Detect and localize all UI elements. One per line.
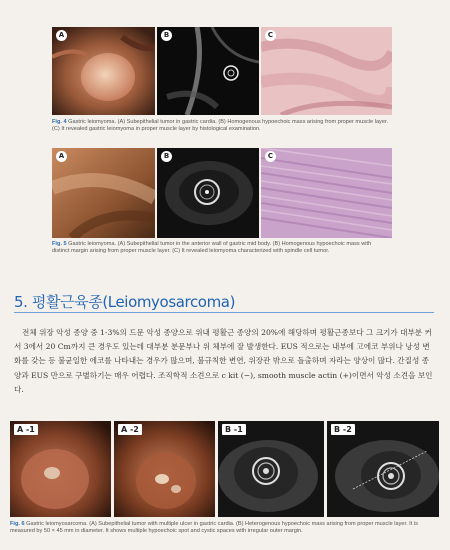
fig5-label-c: C bbox=[265, 151, 276, 162]
fig6-caption bbox=[10, 521, 440, 536]
fig6-b1-image bbox=[218, 421, 324, 517]
fig4-panel-b-eus bbox=[157, 27, 259, 115]
fig5-b-image bbox=[157, 148, 259, 238]
section-heading: 5. 평활근육종(Leiomyosarcoma) bbox=[14, 293, 236, 311]
fig4-panel-a-endoscopy bbox=[52, 27, 155, 115]
fig5-label-b: B bbox=[161, 151, 172, 162]
fig5-caption bbox=[52, 241, 390, 256]
fig4-label-c: C bbox=[265, 30, 276, 41]
fig6-b2-image bbox=[327, 421, 439, 517]
fig6-caption-text: Gastric leiomyosarcoma. (A) Subepithelial tumor with multiple ulcer in gastric cardia. (B) Heterogenous hypoechoic mass arising from proper muscle layer. It is measured by 50 × 45 mm in diameter. It shows multiple hypoechoic spot and cystic spaces with irregular outer margin. bbox=[10, 521, 418, 535]
fig6-label-b1: B -1 bbox=[222, 424, 246, 435]
fig6-panel-b1-eus bbox=[218, 421, 324, 517]
fig4-b-image bbox=[157, 27, 259, 115]
fig4-a-image bbox=[52, 27, 155, 115]
fig4-caption bbox=[52, 119, 390, 134]
fig4-caption-number: Fig. 4 bbox=[52, 119, 69, 125]
fig6-label-a1: A -1 bbox=[14, 424, 38, 435]
fig6-panel-a1-endoscopy bbox=[10, 421, 111, 517]
fig5-caption-number: Fig. 5 bbox=[52, 241, 69, 247]
fig6-panel-b2-eus bbox=[327, 421, 439, 517]
fig4-label-a: A bbox=[56, 30, 67, 41]
fig6-a2-image bbox=[114, 421, 215, 517]
fig4-label-b: B bbox=[161, 30, 172, 41]
fig6-caption-number: Fig. 6 bbox=[10, 521, 27, 527]
section-body bbox=[14, 326, 434, 397]
fig5-caption-text: Gastric leiomyoma. (A) Subepithelial tumor in the anterior wall of gastric mid body. (B) Homogenous hypoechoic mass with distinct margin arising from proper muscle layer. (C) It revealed leiomyoma characterized with spindle cell tumor. bbox=[52, 241, 372, 255]
body-paragraph: 전체 위장 악성 종양 중 1-3%의 드문 악성 종양으로 위내 평활근 종양의 20%에 해당하며 평활근종보다 그 크기가 대부분 커서 3에서 20 Cm까지 큰 경우도 있는데 대부분 분문부나 위 체부에 잘 발생한다. EUS 적으로는 내부에 고에코 부위나 낭성 변화를 갖는 등 불균일한 에코를 나타내는 경우가 많으며, 불규칙한 변연, 위장관 밖으로 돌출하며 자라는 양상이 많다. 간질성 종양과 EUS 만으로 구별하기는 매우 어렵다. 조직학적 소견으로 c kit (−), smooth muscle actin (+)이면서 악성 소견을 보인다. bbox=[14, 328, 433, 394]
fig5-a-image bbox=[52, 148, 155, 238]
heading-rule bbox=[14, 312, 434, 313]
fig6-label-a2: A -2 bbox=[118, 424, 142, 435]
fig5-label-a: A bbox=[56, 151, 67, 162]
fig6-a1-image bbox=[10, 421, 111, 517]
fig5-c-image bbox=[261, 148, 392, 238]
fig4-caption-text: Gastric leiomyoma. (A) Subepithelial tumor in gastric cardia. (B) Homogenous hypoechoic mass arising from proper muscle layer. (C) It revealed gastric leiomyoma in proper muscle layer by histological examination. bbox=[52, 119, 389, 133]
fig6-panel-a2-endoscopy bbox=[114, 421, 215, 517]
fig6-label-b2: B -2 bbox=[331, 424, 355, 435]
fig4-c-image bbox=[261, 27, 392, 115]
fig5-panel-c-histology bbox=[261, 148, 392, 238]
fig5-panel-a-endoscopy bbox=[52, 148, 155, 238]
fig4-panel-c-histology bbox=[261, 27, 392, 115]
fig5-panel-b-eus bbox=[157, 148, 259, 238]
